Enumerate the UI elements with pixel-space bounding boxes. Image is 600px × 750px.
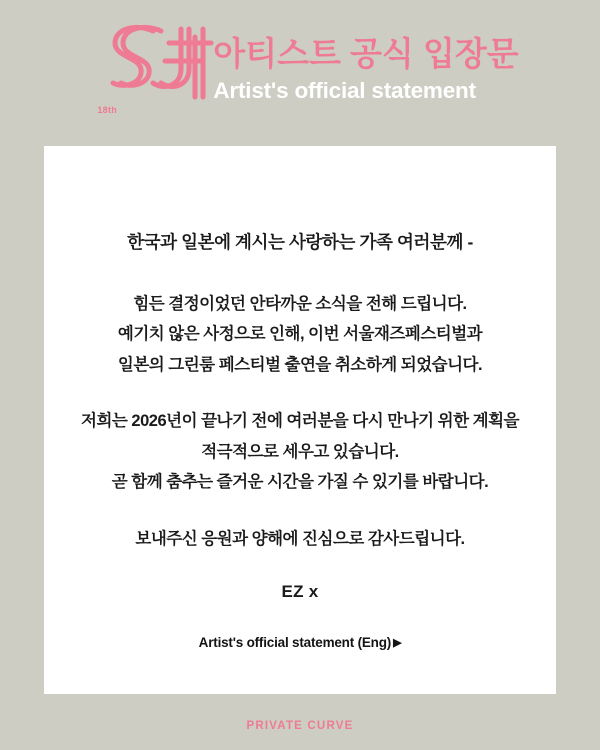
statement-greeting: 한국과 일본에 계시는 사랑하는 가족 여러분께 - [127,232,473,252]
play-triangle-icon: ▶ [393,637,402,649]
statement-card [44,146,556,694]
english-statement-link[interactable] [44,635,556,650]
statement-paragraph: 힘든 결정이었던 안타까운 소식을 전해 드립니다. 예기치 않은 사정으로 인해, 이번 서울재즈페스티벌과 일본의 그린룸 페스티벌 출연을 취소하게 되었습니다. [117,294,483,374]
sjf-logo [91,13,219,123]
statement-paragraph: 보내주신 응원과 양해에 진심으로 감사드립니다. [135,529,465,548]
page-header [0,0,600,136]
footer-brand-label: PRIVATE CURVE [246,720,354,732]
statement-signature: EZ x [281,582,319,602]
statement-paragraph: 저희는 2026년이 끝나기 전에 여러분을 다시 만나기 위한 계획을 적극적으로 세우고 있습니다. 곧 함께 춤추는 즐거운 시간을 가질 수 있기를 바랍니다. [81,412,519,492]
english-statement-link-label: Artist's official statement (Eng) [198,635,392,650]
page-title-ko: 아티스트 공식 입장문 [213,35,519,73]
page-title-en: Artist's official statement [213,77,476,103]
header-titles [213,32,518,104]
logo-year-label: 18th [97,105,118,115]
statement-body [78,230,522,602]
page-footer [0,716,600,734]
